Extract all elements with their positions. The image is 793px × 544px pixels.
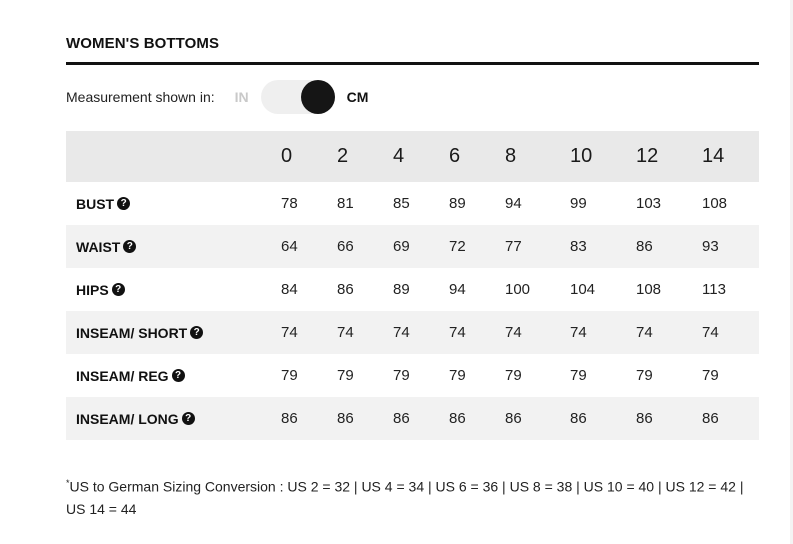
measurement-cell: 86 bbox=[337, 281, 354, 298]
row-label-text: BUST bbox=[76, 195, 115, 212]
footnote-marker: * bbox=[66, 478, 70, 488]
measurement-cell: 93 bbox=[702, 238, 719, 255]
row-label bbox=[76, 311, 203, 354]
measurement-cell: 104 bbox=[570, 281, 596, 298]
measurement-cell: 74 bbox=[702, 324, 719, 341]
measurement-cell: 100 bbox=[505, 281, 531, 298]
measurement-cell: 74 bbox=[337, 324, 354, 341]
measurement-cell: 86 bbox=[281, 410, 298, 427]
footnote-text: US to German Sizing Conversion : US 2 = 32 | US 4 = 34 | US 6 = 36 | US 8 = 38 | US 10 = 40 | US 12 = 42 | US 14 = 44 bbox=[66, 478, 744, 517]
measurement-cell: 86 bbox=[337, 410, 354, 427]
measurement-cell: 84 bbox=[281, 281, 298, 298]
section-title: WOMEN'S BOTTOMS bbox=[66, 35, 220, 52]
measurement-cell: 79 bbox=[393, 367, 410, 384]
title-divider bbox=[66, 62, 759, 65]
measurement-cell: 74 bbox=[393, 324, 410, 341]
measurement-cell: 86 bbox=[505, 410, 522, 427]
size-chart-table bbox=[66, 131, 759, 440]
measurement-cell: 79 bbox=[636, 367, 653, 384]
toggle-knob bbox=[301, 80, 335, 114]
measurement-cell: 85 bbox=[393, 195, 410, 212]
table-row bbox=[66, 225, 759, 268]
measurement-cell: 74 bbox=[505, 324, 522, 341]
row-label-text: WAIST bbox=[76, 238, 121, 255]
measurement-cell: 74 bbox=[636, 324, 653, 341]
measurement-cell: 79 bbox=[449, 367, 466, 384]
size-header-2: 2 bbox=[337, 145, 349, 167]
sizing-footnote bbox=[66, 472, 766, 520]
measurement-cell: 86 bbox=[702, 410, 719, 427]
help-icon[interactable]: ? bbox=[182, 412, 195, 425]
measurement-cell: 89 bbox=[449, 195, 466, 212]
table-row bbox=[66, 354, 759, 397]
unit-option-cm[interactable]: CM bbox=[346, 89, 369, 105]
measurement-cell: 89 bbox=[393, 281, 410, 298]
table-row bbox=[66, 268, 759, 311]
size-header-8: 8 bbox=[505, 145, 517, 167]
measurement-cell: 74 bbox=[570, 324, 587, 341]
help-icon[interactable]: ? bbox=[172, 369, 185, 382]
unit-switcher bbox=[66, 80, 368, 114]
measurement-cell: 79 bbox=[702, 367, 719, 384]
measurement-cell: 81 bbox=[337, 195, 354, 212]
row-label bbox=[76, 268, 125, 311]
table-header-row bbox=[66, 131, 759, 182]
measurement-cell: 74 bbox=[281, 324, 298, 341]
measurement-cell: 86 bbox=[393, 410, 410, 427]
help-icon[interactable]: ? bbox=[112, 283, 125, 296]
row-label-text: HIPS bbox=[76, 281, 109, 298]
unit-label: Measurement shown in: bbox=[66, 89, 215, 105]
measurement-cell: 86 bbox=[449, 410, 466, 427]
row-label bbox=[76, 182, 130, 225]
measurement-cell: 86 bbox=[636, 238, 653, 255]
size-header-10: 10 bbox=[570, 145, 593, 167]
measurement-cell: 86 bbox=[636, 410, 653, 427]
unit-option-in[interactable]: IN bbox=[234, 89, 249, 105]
size-header-4: 4 bbox=[393, 145, 405, 167]
row-label-text: INSEAM/ SHORT bbox=[76, 324, 188, 341]
measurement-cell: 94 bbox=[505, 195, 522, 212]
measurement-cell: 64 bbox=[281, 238, 298, 255]
measurement-cell: 72 bbox=[449, 238, 466, 255]
help-icon[interactable]: ? bbox=[190, 326, 203, 339]
help-icon[interactable]: ? bbox=[117, 197, 130, 210]
measurement-cell: 79 bbox=[281, 367, 298, 384]
table-row bbox=[66, 311, 759, 354]
measurement-cell: 108 bbox=[636, 281, 662, 298]
measurement-cell: 78 bbox=[281, 195, 298, 212]
size-header-14: 14 bbox=[702, 145, 725, 167]
table-row bbox=[66, 397, 759, 440]
row-label-text: INSEAM/ LONG bbox=[76, 410, 179, 427]
measurement-cell: 94 bbox=[449, 281, 466, 298]
size-header-12: 12 bbox=[636, 145, 659, 167]
measurement-cell: 99 bbox=[570, 195, 587, 212]
unit-toggle[interactable] bbox=[261, 80, 335, 114]
help-icon[interactable]: ? bbox=[123, 240, 136, 253]
measurement-cell: 79 bbox=[570, 367, 587, 384]
size-header-6: 6 bbox=[449, 145, 461, 167]
measurement-cell: 79 bbox=[505, 367, 522, 384]
measurement-cell: 77 bbox=[505, 238, 522, 255]
row-label bbox=[76, 397, 195, 440]
measurement-cell: 69 bbox=[393, 238, 410, 255]
measurement-cell: 74 bbox=[449, 324, 466, 341]
measurement-cell: 83 bbox=[570, 238, 587, 255]
size-header-0: 0 bbox=[281, 145, 293, 167]
measurement-cell: 113 bbox=[702, 281, 726, 298]
measurement-cell: 86 bbox=[570, 410, 587, 427]
measurement-cell: 79 bbox=[337, 367, 354, 384]
measurement-cell: 66 bbox=[337, 238, 354, 255]
measurement-cell: 103 bbox=[636, 195, 662, 212]
measurement-cell: 108 bbox=[702, 195, 728, 212]
row-label bbox=[76, 354, 185, 397]
row-label-text: INSEAM/ REG bbox=[76, 367, 169, 384]
table-row bbox=[66, 182, 759, 225]
row-label bbox=[76, 225, 136, 268]
